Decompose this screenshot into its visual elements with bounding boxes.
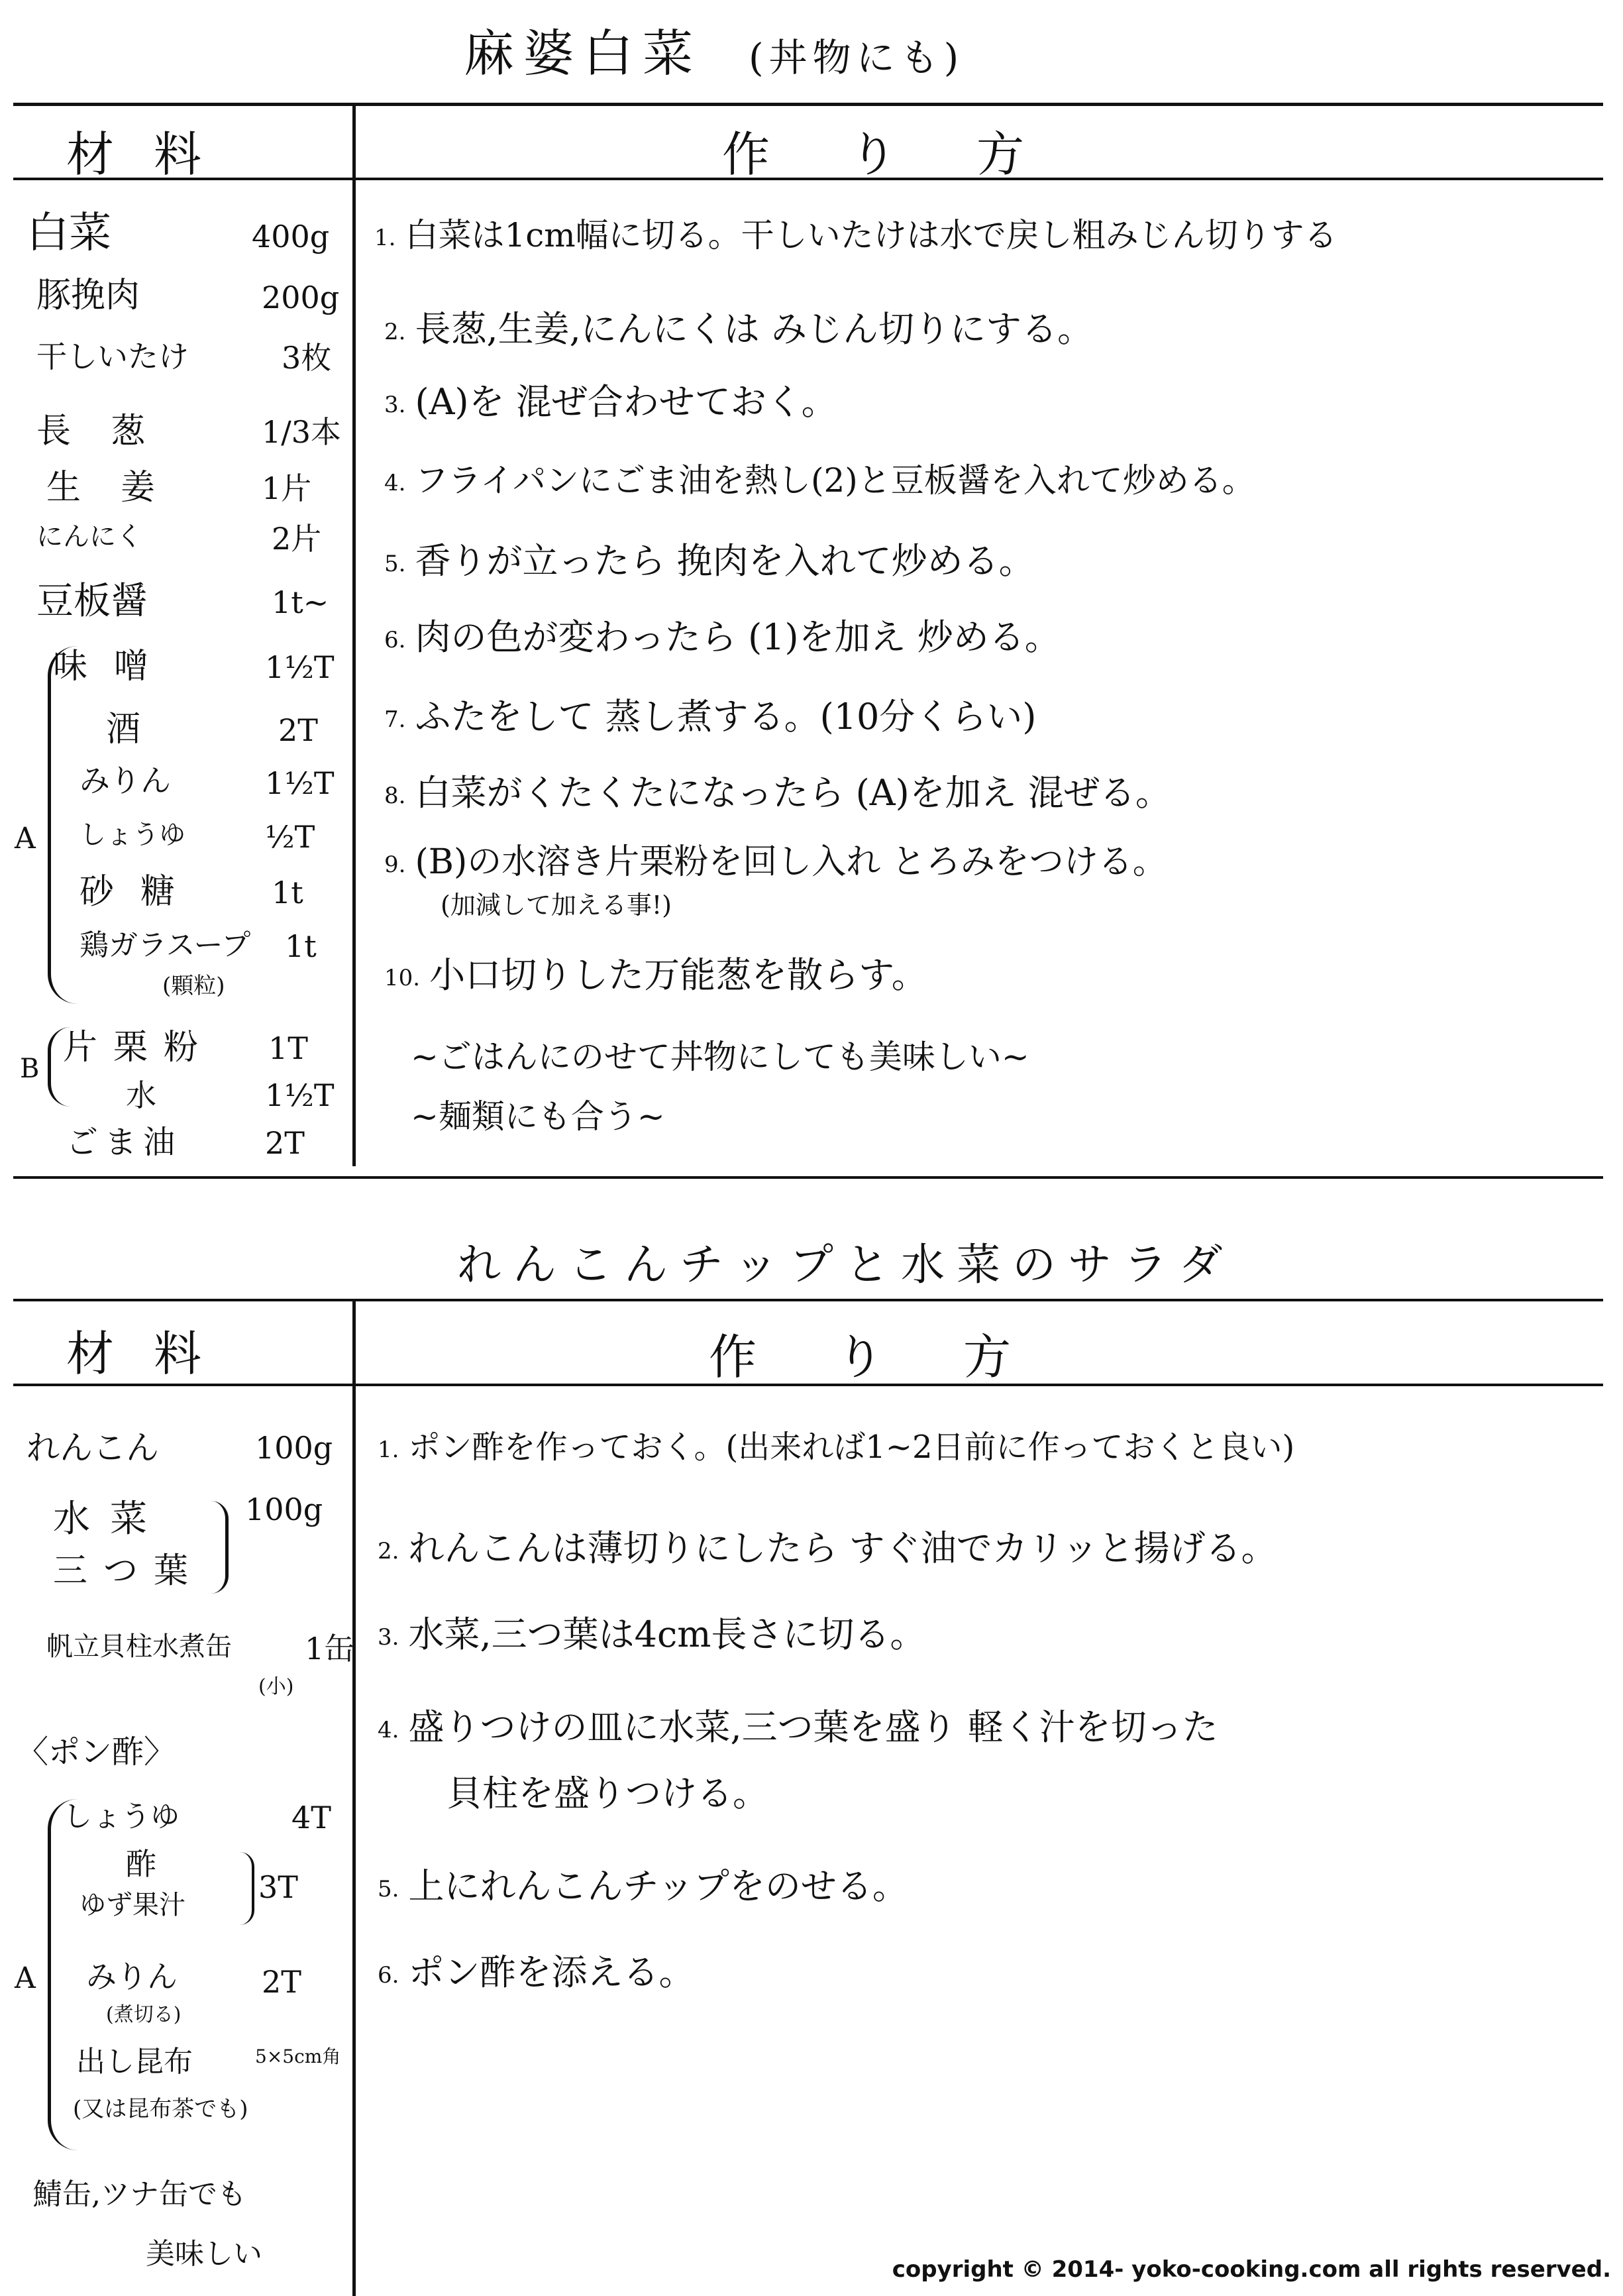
step-number: 5.	[378, 1876, 399, 1902]
step-number: 5.	[384, 551, 406, 577]
ingredient-name: ゆず果汁	[79, 1890, 185, 1920]
ingredient-row	[76, 2045, 341, 2079]
step-number: 7.	[384, 706, 406, 733]
step-row	[384, 461, 1255, 500]
step-text: 香りが立ったら 挽肉を入れて炒める。	[415, 540, 1035, 582]
step-number: 6.	[384, 627, 406, 653]
ingredient-row	[126, 1077, 335, 1113]
ingredient-name: 生姜	[46, 468, 195, 508]
ingredient-name: 三つ葉	[53, 1551, 205, 1591]
step-row	[374, 216, 1337, 254]
step-row	[384, 540, 1035, 582]
ingredient-name: 白菜	[26, 209, 111, 258]
ingredient-amount: 4T	[291, 1800, 331, 1835]
step-row	[378, 1706, 1218, 1748]
step-row	[437, 1773, 768, 1814]
extra-note-line1: 鯖缶,ツナ缶でも	[33, 2177, 246, 2211]
step-number: 8.	[384, 783, 406, 809]
step-row	[384, 308, 1093, 350]
group-a-granule-note: (顆粒)	[162, 973, 225, 999]
ingredient-amount: 2T	[278, 712, 318, 748]
ingredient-name: 片栗粉	[63, 1028, 215, 1067]
group-a-label: A	[15, 822, 36, 855]
ingredient-amount: 1T	[268, 1030, 308, 1066]
step-text: 上にれんこんチップをのせる。	[408, 1865, 908, 1907]
step-text: 長葱,生姜,にんにくは みじん切りにする。	[415, 308, 1093, 350]
ingredient-amount: 400g	[252, 219, 330, 254]
ingredient-amount: 3T	[258, 1869, 298, 1905]
step-row	[378, 1429, 1295, 1466]
step-row	[378, 1865, 908, 1907]
ingredient-name: ごま油	[66, 1124, 182, 1161]
recipe1-column-divider	[352, 103, 356, 1166]
ingredient-row	[36, 580, 329, 623]
yuzu-bracket	[240, 1852, 254, 1925]
step-number: 6.	[378, 1962, 399, 1989]
step-row	[384, 616, 1061, 658]
step-text: (B)の水溶き片栗粉を回し入れ とろみをつける。	[415, 842, 1167, 882]
ingredient-amount: 1t~	[272, 584, 329, 620]
ingredient-amount: 1½T	[265, 1077, 335, 1113]
ingredient-amount: 1½T	[265, 765, 335, 801]
footer-note: ~ごはんにのせて丼物にしても美味しい~	[411, 1038, 1029, 1076]
ingredient-row	[79, 928, 317, 964]
recipe2-title: れんこんチップと水菜のサラダ	[457, 1239, 1235, 1290]
step-text: れんこんは薄切りにしたら すぐ油でカリッと揚げる。	[408, 1527, 1277, 1569]
ingredient-row	[36, 411, 342, 451]
ingredient-row	[26, 1429, 333, 1467]
ingredient-name: 酒	[106, 710, 141, 749]
step-number: 3.	[384, 392, 406, 418]
ingredient-name: 鶏ガラスープ	[79, 928, 251, 962]
ingredient-name: 豆板醤	[36, 580, 148, 623]
step-text: ふたをして 蒸し煮する。(10分くらい)	[415, 696, 1037, 738]
ingredient-row	[63, 1800, 331, 1835]
ingredient-row	[53, 1492, 323, 1541]
ingredient-amount: ½T	[265, 819, 315, 855]
ingredient-name: 帆立貝柱水煮缶	[46, 1631, 232, 1662]
footer-note: ~麺類にも合う~	[411, 1097, 665, 1136]
step-row	[384, 772, 1171, 814]
recipe1-top-rule	[13, 103, 1603, 106]
step-text: 小口切りした万能葱を散らす。	[429, 954, 927, 996]
recipe2-column-divider	[352, 1299, 356, 2296]
kombu-tea-note: (又は昆布茶でも)	[73, 2096, 248, 2122]
step-row	[384, 696, 1037, 738]
ingredient-row	[79, 1869, 298, 1920]
ingredient-row	[53, 647, 335, 686]
ingredient-name: しょうゆ	[63, 1800, 180, 1833]
ponzu-header: 〈ポン酢〉	[17, 1733, 176, 1771]
ingredient-name: にんにく	[36, 521, 142, 552]
recipe1-bottom-rule	[13, 1176, 1603, 1179]
step9-note: (加減して加える事!)	[441, 891, 672, 920]
ingredient-row	[86, 1959, 301, 2000]
step-row	[378, 1613, 926, 1655]
ingredient-row	[46, 468, 312, 508]
recipe1-subtitle: (丼物にも)	[749, 35, 965, 80]
group-a-brace	[48, 646, 78, 1004]
mizuna-bracket	[211, 1501, 229, 1594]
step-number: 9.	[384, 851, 406, 878]
ingredient-name: みりん	[86, 1959, 178, 1995]
step-number: 10.	[384, 965, 421, 991]
ingredient-amount: 1t	[272, 875, 303, 910]
ingredient-name: 酢	[126, 1846, 156, 1882]
step-row	[378, 1951, 695, 1993]
ingredient-row	[36, 339, 332, 376]
ingredient-amount: 2T	[262, 1964, 301, 2000]
ingredient-amount: 2片	[272, 521, 322, 557]
step-text: フライパンにごま油を熱し(2)と豆板醤を入れて炒める。	[415, 461, 1255, 500]
recipe2-top-rule	[13, 1299, 1603, 1301]
ingredient-row	[26, 209, 330, 258]
ingredient-name: 水菜	[53, 1498, 167, 1541]
ingredient-amount: 3枚	[282, 340, 332, 376]
ingredient-row	[126, 1846, 156, 1882]
ingredient-amount: 1t	[285, 928, 317, 964]
ingredient-amount: 5×5cm角	[255, 2046, 341, 2067]
recipe2-steps-header: 作り方	[709, 1329, 1091, 1385]
ingredient-amount: 1/3本	[262, 414, 342, 450]
step-row	[384, 381, 837, 423]
ingredient-name: 干しいたけ	[36, 339, 189, 374]
can-size-note: (小)	[258, 1675, 294, 1698]
ingredient-row	[66, 1124, 305, 1161]
ingredient-amount: 100g	[245, 1492, 323, 1527]
step-text: 貝柱を盛りつける。	[446, 1773, 768, 1814]
step-text: 肉の色が変わったら (1)を加え 炒める。	[415, 616, 1061, 658]
ingredient-amount: 1片	[262, 470, 312, 506]
recipe2-ingredients-header: 材料	[66, 1326, 242, 1382]
ingredient-row	[79, 763, 335, 801]
step-number: 1.	[378, 1436, 399, 1463]
ingredient-amount: 200g	[262, 280, 340, 315]
ingredient-amount: 2T	[265, 1125, 305, 1161]
extra-note	[146, 2237, 262, 2271]
ingredient-name: 出し昆布	[76, 2045, 193, 2079]
step-row	[378, 1527, 1277, 1569]
step-text: ポン酢を作っておく。(出来れば1~2日前に作っておくと良い)	[408, 1429, 1295, 1466]
ingredient-row	[106, 710, 318, 749]
step-number: 2.	[384, 319, 406, 345]
extra-note-line2: 美味しい	[146, 2237, 262, 2271]
ponzu-group-a-label: A	[15, 1961, 36, 1995]
ingredient-row	[79, 872, 303, 912]
step-number: 4.	[378, 1717, 399, 1743]
step-text: (A)を 混ぜ合わせておく。	[415, 381, 837, 423]
ingredient-row	[36, 276, 340, 315]
ingredient-name: れんこん	[26, 1429, 159, 1467]
ingredient-name: 味噌	[53, 647, 176, 686]
step-row	[384, 954, 927, 996]
step-text: 白菜がくたくたになったら (A)を加え 混ぜる。	[415, 772, 1171, 814]
ingredient-row	[36, 521, 322, 557]
copyright-notice: copyright © 2014- yoko-cooking.com all rights reserved.	[892, 2256, 1611, 2283]
ingredient-amount: 1缶	[305, 1631, 355, 1667]
ingredient-name: 豚挽肉	[36, 276, 140, 315]
recipe1-title	[464, 13, 964, 85]
group-b-label: B	[20, 1054, 40, 1084]
step-number: 4.	[384, 470, 406, 496]
step-number: 3.	[378, 1624, 399, 1651]
step-text: 水菜,三つ葉は4cm長さに切る。	[408, 1613, 926, 1655]
ingredient-row	[63, 1028, 308, 1067]
step-text: 白菜は1cm幅に切る。干しいたけは水で戻し粗みじん切りする	[405, 216, 1337, 254]
recipe1-ingredients-header: 材料	[66, 127, 242, 182]
ingredient-name: 砂糖	[79, 872, 202, 912]
nikiru-note: (煮切る)	[106, 2003, 182, 2026]
step-text: 盛りつけの皿に水菜,三つ葉を盛り 軽く汁を切った	[408, 1706, 1218, 1748]
ingredient-row	[46, 1631, 355, 1667]
extra-note	[13, 2177, 246, 2211]
ingredient-row	[79, 819, 315, 855]
ingredient-name: 長葱	[36, 411, 185, 451]
step-row	[384, 842, 1167, 882]
ingredient-amount: 100g	[255, 1430, 333, 1466]
ingredient-name: 水	[126, 1077, 156, 1113]
step-number: 1.	[374, 225, 396, 251]
ingredient-name: みりん	[79, 763, 171, 798]
recipe1-title-text: 麻婆白菜	[464, 24, 702, 83]
recipe1-steps-header: 作り方	[722, 127, 1104, 182]
ingredient-name: しょうゆ	[79, 820, 185, 850]
step-text: ポン酢を添える。	[408, 1951, 695, 1993]
ingredient-row	[53, 1551, 205, 1591]
step-number: 2.	[378, 1538, 399, 1564]
ingredient-amount: 1½T	[265, 649, 335, 685]
